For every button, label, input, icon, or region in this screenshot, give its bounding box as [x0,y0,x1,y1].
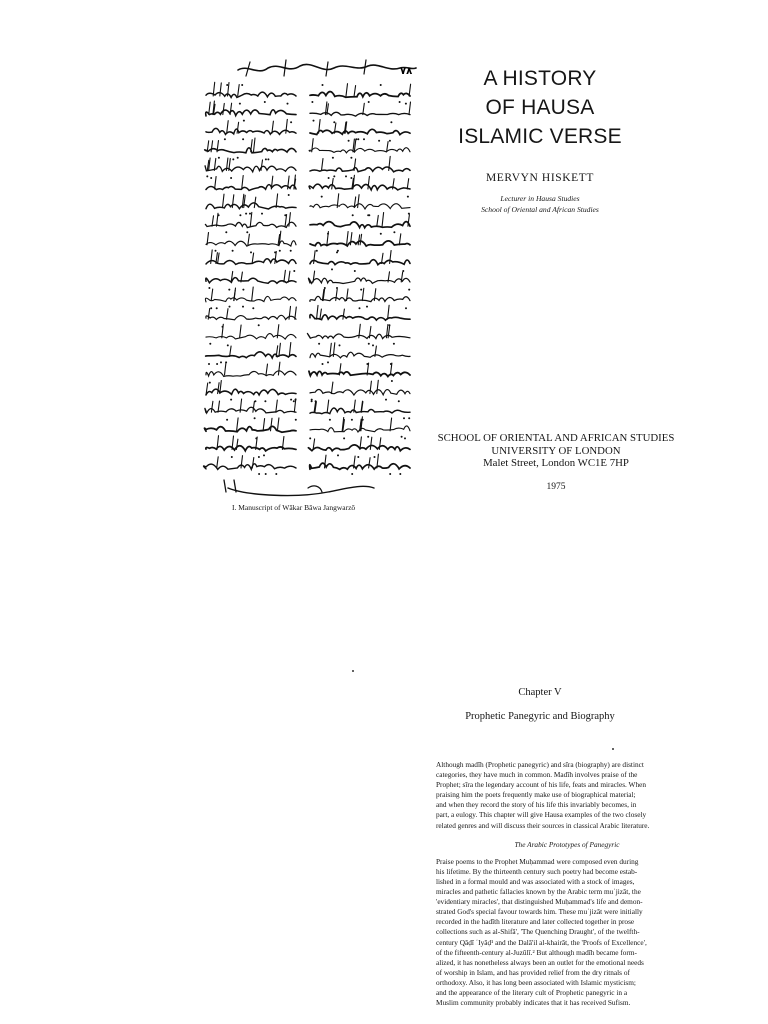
book-title-line: OF HAUSA [485,96,595,119]
text-line: his lifetime. By the thirteenth century such poetry had become estab- [436,866,638,876]
author-institution: School of Oriental and African Studies [481,205,599,214]
text-line: Praise poems to the Prophet Muḥammad were composed even during [436,856,639,866]
section-subheading: The Arabic Prototypes of Panegyric [514,839,620,849]
text-line: categories, they have much in common. Madīh involves praise of the [436,770,638,780]
text-line: and the appearance of the literary cult of Prophetic panegyric in a [436,987,628,997]
text-line: Although madīh (Prophetic panegyric) and sīra (biography) are distinct [436,760,644,769]
manuscript-caption: I. Manuscript of Wākar Bāwa Jangwarzō [232,503,356,512]
author-name: MERVYN HISKETT [485,172,595,184]
text-line: of the fifteenth-century al-Juzūlī.² But although madīh became form- [436,947,637,957]
chapter-title: Prophetic Panegyric and Biography [465,711,615,722]
text-line: Prophet; sīra the legendary account of his life, feats and miracles. When [436,780,646,790]
text-line: and when they record the story of his life this invariably becomes, in [436,800,637,810]
publication-year: 1975 [546,481,566,492]
chapter-number: Chapter V [518,687,562,698]
text-line: 'evidentiary miracles', that distinguished Muḥammad's life and demon- [436,897,643,907]
text-line: related genres and will discuss their sources in classical Arabic literature. [436,820,650,830]
author-affiliation [440,193,640,215]
page-speck [352,670,354,672]
publisher-block [420,432,692,493]
text-line: alized, it has nonetheless always been an outlet for the emotional needs [436,957,644,967]
text-line: of worship in Islam, and has provided relief from the dry ritnals of [436,967,630,977]
book-title [440,64,640,151]
manuscript-header-number: ٧٨ [400,66,413,77]
text-line: lished in a formal mould and was associated with a stock of images, [436,876,635,886]
text-line: century Qāḍī ʿIyāḍ¹ and the Dalā'il al-khairāt, the 'Proofs of Excellence', [436,937,647,947]
text-line: collections such as al-Shifā', 'The Quenching Draught', of the twelfth- [436,927,640,937]
manuscript-image [188,56,420,506]
text-line: recorded in the hadīth literature and later collected together in prose [436,917,635,927]
paragraph-prototypes [436,857,698,1008]
publisher-line: UNIVERSITY OF LONDON [491,444,621,457]
chapter-body [436,760,698,1008]
text-line: miracles and pathetic fallacies known by the Arabic term muʿjizāt, the [436,887,641,897]
text-line: strated God's special favour towards him. These muʿjizāt were initially [436,907,643,917]
text-line: part, a eulogy. This chapter will give Hausa examples of the two closely [436,810,647,820]
text-line: praising him the poets frequently make use of biographical material; [436,790,636,800]
publisher-line: SCHOOL OF ORIENTAL AND AFRICAN STUDIES [437,432,675,444]
book-title-line: A HISTORY [483,67,597,90]
text-line: orthodoxy. Also, it has long been associated with Islamic mysticism; [436,977,636,987]
book-title-line: ISLAMIC VERSE [458,125,622,148]
page-speck [612,748,614,750]
author-role: Lecturer in Hausa Studies [500,194,580,203]
paragraph-intro [436,760,698,831]
publisher-line: Malet Street, London WC1E 7HP [483,457,629,469]
manuscript-plate [188,56,420,506]
text-line: Muslim community probably indicates that it has received Sufism. [436,998,631,1008]
